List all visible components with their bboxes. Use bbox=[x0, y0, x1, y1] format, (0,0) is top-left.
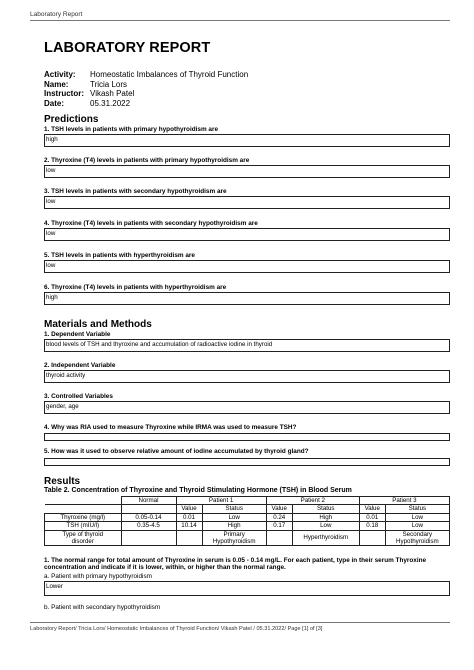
method-question-2: 2. Independent Variable bbox=[44, 362, 116, 369]
table-subheader-row bbox=[45, 505, 450, 513]
table-subheader: Value bbox=[359, 505, 385, 513]
table-subheader: Value bbox=[176, 505, 202, 513]
prediction-question-4: 4. Thyroxine (T4) levels in patients with secondary hypothyroidism are bbox=[44, 220, 258, 227]
table-subheader-empty bbox=[45, 505, 122, 513]
info-value: 05.31.2022 bbox=[90, 98, 131, 108]
table-title: Table 2. Concentration of Thyroxine and Thyroid Stimulating Hormone (TSH) in Blood Serum bbox=[44, 487, 352, 494]
table-header-patient-3: Patient 3 bbox=[359, 497, 449, 505]
table-subheader-empty bbox=[121, 505, 176, 513]
table-cell[interactable]: Low bbox=[385, 513, 449, 521]
table-group-header-row bbox=[45, 497, 450, 505]
method-answer-3[interactable]: gender, age bbox=[44, 401, 450, 414]
prediction-answer-5[interactable]: low bbox=[44, 260, 450, 273]
info-row-instructor bbox=[44, 89, 248, 99]
table-row-label bbox=[45, 530, 122, 545]
prediction-answer-3[interactable]: low bbox=[44, 196, 450, 209]
table-cell-line: Hypothyroidism bbox=[396, 537, 439, 545]
method-answer-5[interactable] bbox=[44, 458, 450, 466]
info-key: Instructor: bbox=[44, 89, 84, 99]
method-question-1: 1. Dependent Variable bbox=[44, 331, 111, 338]
prediction-question-1: 1. TSH levels in patients with primary hypothyroidism are bbox=[44, 126, 219, 133]
info-row-activity bbox=[44, 70, 248, 80]
info-value: Homeostatic Imbalances of Thyroid Function bbox=[90, 70, 249, 79]
method-question-3: 3. Controlled Variables bbox=[44, 393, 113, 400]
prediction-answer-6[interactable]: high bbox=[44, 292, 450, 305]
table-row-label: Thyroxine (mg/l) bbox=[45, 513, 122, 521]
table-cell[interactable]: 0.17 bbox=[266, 522, 292, 530]
table-cell[interactable]: 0.01 bbox=[176, 513, 202, 521]
table-cell-empty bbox=[266, 530, 292, 545]
table-cell-disorder-1[interactable] bbox=[202, 530, 266, 545]
info-key: Date: bbox=[44, 98, 65, 108]
prediction-question-3: 3. TSH levels in patients with secondary hypothyroidism are bbox=[44, 188, 227, 195]
table-header-patient-2: Patient 2 bbox=[266, 497, 359, 505]
page-header: Laboratory Report bbox=[30, 11, 450, 21]
table-row-label-line: disorder bbox=[71, 537, 94, 545]
prediction-question-5: 5. TSH levels in patients with hyperthyroidism are bbox=[44, 252, 195, 259]
info-row-name bbox=[44, 80, 248, 90]
table-cell-disorder-3[interactable] bbox=[385, 530, 449, 545]
question-a-label: a. Patient with primary hypothyroidism bbox=[44, 573, 152, 580]
results-table bbox=[44, 496, 450, 546]
prediction-answer-1[interactable]: high bbox=[44, 134, 450, 147]
table-cell-line: Secondary bbox=[402, 530, 433, 538]
method-answer-1[interactable]: blood levels of TSH and thyroxine and accumulation of radioactive iodine in thyroid bbox=[44, 339, 450, 352]
method-question-5: 5. How was it used to observe relative amount of iodine accumulated by thyroid gland? bbox=[44, 448, 309, 455]
table-cell[interactable]: Low bbox=[292, 522, 359, 530]
table-row-label-line: Type of thyroid bbox=[62, 530, 104, 538]
table-subheader: Value bbox=[266, 505, 292, 513]
table-row-disorder-type bbox=[45, 530, 450, 545]
table-cell[interactable]: 0.01 bbox=[359, 513, 385, 521]
table-cell[interactable]: 0.18 bbox=[359, 522, 385, 530]
prediction-answer-4[interactable]: low bbox=[44, 228, 450, 241]
table-subheader: Status bbox=[202, 505, 266, 513]
table-row-tsh bbox=[45, 522, 450, 530]
info-value: Tricia Lors bbox=[90, 79, 128, 89]
method-answer-2[interactable]: thyroid activity bbox=[44, 370, 450, 383]
page-footer: Laboratory Report/ Tricia Lors/ Homeostatic Imbalances of Thyroid Function/ Vikash Patel / 05.31.2022/ Page [1] of [3] bbox=[30, 622, 450, 632]
table-cell-line: Hypothyroidism bbox=[212, 537, 256, 545]
table-cell[interactable]: High bbox=[202, 522, 266, 530]
table-row-thyroxine bbox=[45, 513, 450, 521]
table-cell-normal: 0.05-0.14 bbox=[121, 513, 176, 521]
info-value: Vikash Patel bbox=[90, 89, 135, 99]
method-answer-4[interactable] bbox=[44, 433, 450, 441]
question-a-answer[interactable]: Lower bbox=[44, 581, 450, 596]
table-corner-cell bbox=[45, 497, 122, 505]
table-header-normal: Normal bbox=[121, 497, 176, 505]
table-row-label: TSH (mIU/l) bbox=[45, 522, 122, 530]
table-cell-line: Primary bbox=[223, 530, 245, 538]
table-cell[interactable]: 0.24 bbox=[266, 513, 292, 521]
table-cell[interactable]: 10.14 bbox=[176, 522, 202, 530]
table-cell[interactable]: High bbox=[292, 513, 359, 521]
results-heading: Results bbox=[44, 476, 81, 487]
info-row-date bbox=[44, 99, 248, 109]
prediction-question-2: 2. Thyroxine (T4) levels in patients with primary hypothyroidism are bbox=[44, 157, 250, 164]
results-question-1-line-1: 1. The normal range for total amount of Thyroxine in serum is 0.05 - 0.14 mg/L. For each patient, type in their serum Thyroxine bbox=[44, 557, 427, 564]
method-question-4: 4. Why was RIA used to measure Thyroxine while IRMA was used to measure TSH? bbox=[44, 424, 297, 431]
info-key: Name: bbox=[44, 79, 69, 89]
results-question-1-line-2: concentration and indicate if it is lower, within, or higher than the normal range. bbox=[44, 564, 286, 571]
table-cell-empty bbox=[121, 530, 176, 545]
table-subheader: Status bbox=[385, 505, 449, 513]
prediction-question-6: 6. Thyroxine (T4) levels in patients with hyperthyroidism are bbox=[44, 284, 227, 291]
methods-heading: Materials and Methods bbox=[44, 319, 152, 330]
table-cell[interactable]: Low bbox=[385, 522, 449, 530]
table-cell-empty bbox=[176, 530, 202, 545]
predictions-heading: Predictions bbox=[44, 114, 99, 125]
table-subheader: Status bbox=[292, 505, 359, 513]
report-info bbox=[44, 70, 248, 108]
prediction-answer-2[interactable]: low bbox=[44, 165, 450, 178]
table-cell-disorder-2[interactable]: Hyperthyroidism bbox=[292, 530, 359, 545]
table-cell-empty bbox=[359, 530, 385, 545]
report-title: LABORATORY REPORT bbox=[44, 40, 211, 56]
info-key: Activity: bbox=[44, 70, 76, 79]
table-cell-normal: 0.35-4.5 bbox=[121, 522, 176, 530]
question-b-label: b. Patient with secondary hypothyroidism bbox=[44, 604, 161, 611]
table-header-patient-1: Patient 1 bbox=[176, 497, 266, 505]
table-cell[interactable]: Low bbox=[202, 513, 266, 521]
